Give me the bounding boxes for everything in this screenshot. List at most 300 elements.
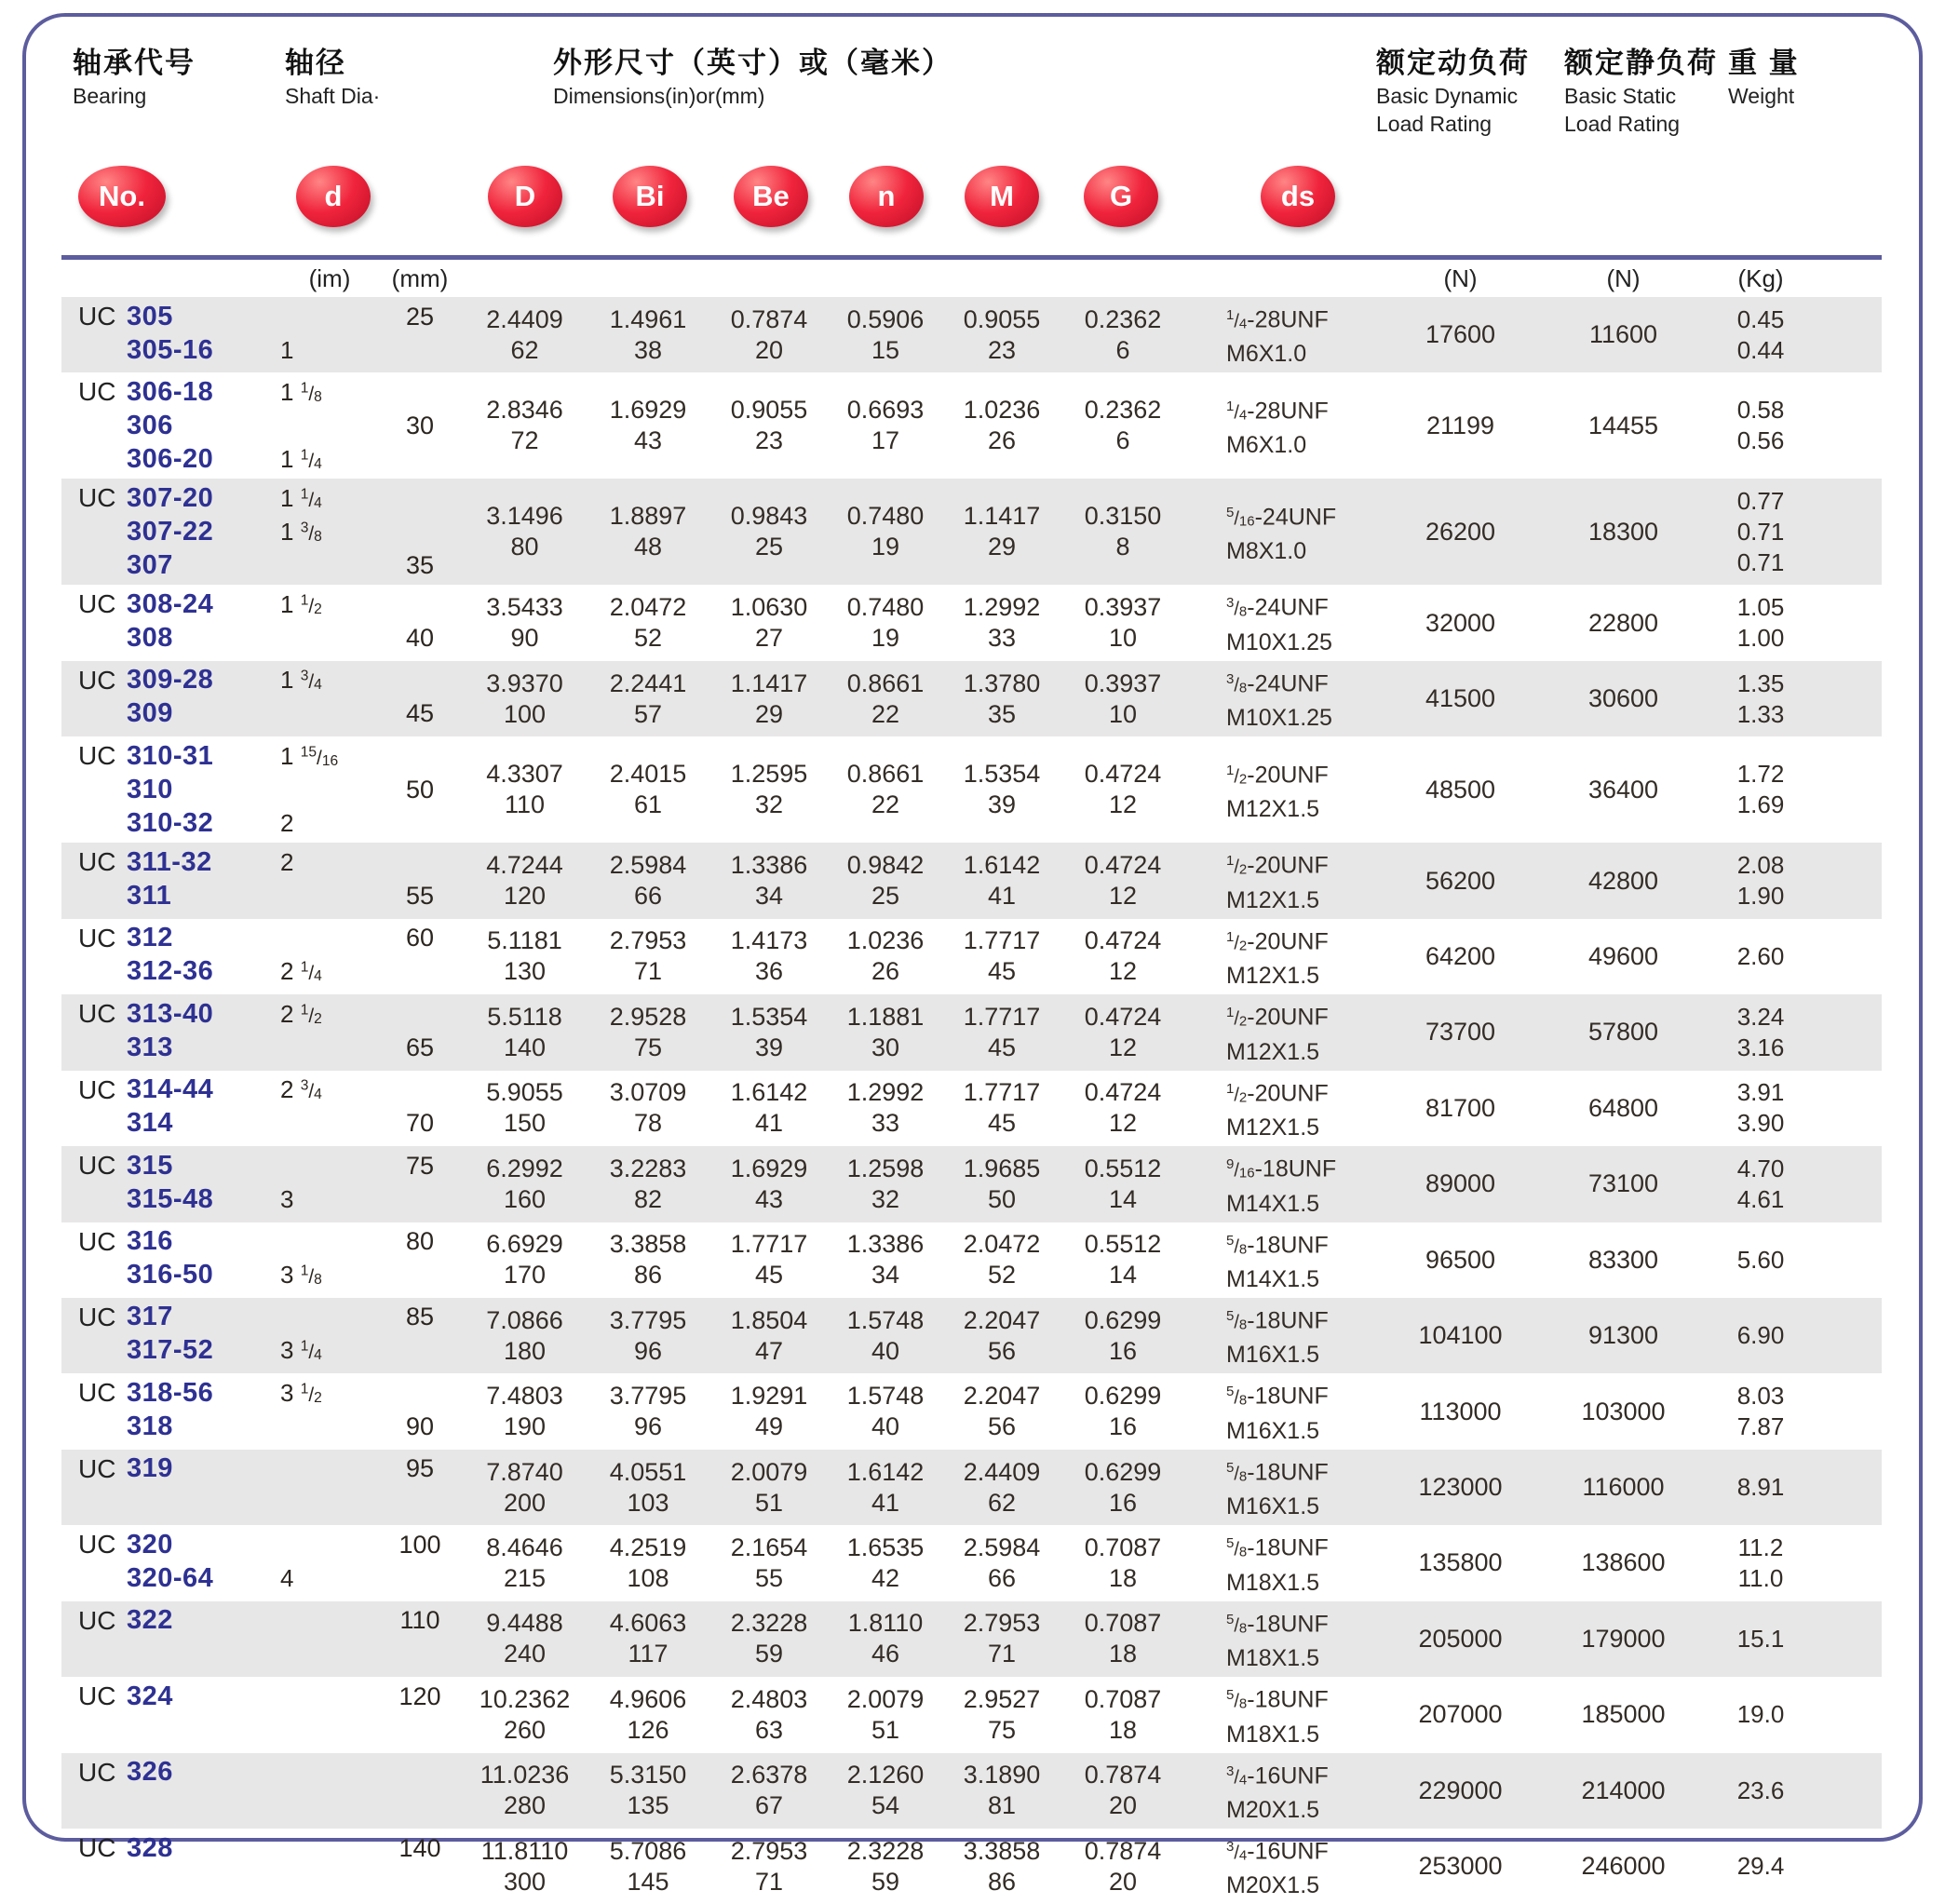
bearing-code: 318 bbox=[127, 1411, 173, 1441]
dim-M-mm: 23 bbox=[987, 335, 1017, 364]
dim-n-mm: 54 bbox=[871, 1791, 900, 1820]
weight-values bbox=[1705, 1154, 1817, 1215]
dim-n-inch: 1.0236 bbox=[846, 926, 925, 955]
dim-Bi-mm: 117 bbox=[628, 1640, 669, 1668]
thread-unf: $^3/_4-16UNF$ bbox=[1226, 1762, 1329, 1789]
dim-G bbox=[1062, 1229, 1183, 1290]
dim-Be-inch: 2.1654 bbox=[730, 1533, 808, 1561]
dim-G-inch: 0.6299 bbox=[1084, 1457, 1162, 1486]
dim-Bi-mm: 48 bbox=[633, 533, 663, 561]
dim-D bbox=[462, 592, 588, 654]
dim-D bbox=[462, 1229, 588, 1290]
bearing-prefix: UC bbox=[78, 847, 116, 877]
unit-dynamic-newton: (N) bbox=[1443, 264, 1478, 292]
dim-Bi-mm: 96 bbox=[633, 1412, 663, 1441]
header-dimensions bbox=[553, 45, 952, 110]
bearing-prefix: UC bbox=[78, 1757, 116, 1787]
set-screw-thread bbox=[1221, 997, 1379, 1067]
weight-value: 3.91 bbox=[1736, 1078, 1785, 1107]
shaft-dia-inch: 1 $^{15}/_{16}$ bbox=[280, 741, 339, 770]
dim-D-mm: 80 bbox=[510, 533, 539, 561]
weight-value: 8.91 bbox=[1736, 1473, 1785, 1502]
dim-G bbox=[1062, 1836, 1183, 1897]
bearing-id-block bbox=[61, 1680, 462, 1713]
bearing-code: 306-18 bbox=[127, 376, 214, 407]
dim-Be-mm: 39 bbox=[754, 1033, 784, 1061]
dim-D-inch: 5.9055 bbox=[486, 1078, 563, 1107]
header-bearing bbox=[73, 45, 196, 110]
dim-D-inch: 11.0236 bbox=[479, 1761, 570, 1789]
weight-value: 6.90 bbox=[1736, 1321, 1785, 1350]
dim-Be-mm: 29 bbox=[754, 699, 784, 728]
dim-M bbox=[941, 850, 1062, 911]
dim-G-mm: 20 bbox=[1108, 1867, 1138, 1896]
dim-Bi-inch: 2.7953 bbox=[609, 926, 687, 955]
badge-Bi-icon: Bi bbox=[613, 166, 687, 227]
dim-Be bbox=[709, 668, 830, 730]
bearing-prefix: UC bbox=[78, 589, 116, 619]
dynamic-load-rating: 73700 bbox=[1425, 1018, 1496, 1047]
dim-Be-mm: 67 bbox=[754, 1791, 784, 1820]
thread-unf: $^5/_8-18UNF$ bbox=[1226, 1534, 1329, 1561]
dim-D-inch: 5.1181 bbox=[487, 926, 562, 955]
dim-D-mm: 120 bbox=[503, 882, 547, 911]
bearing-code: 320-64 bbox=[127, 1562, 214, 1593]
dim-n-mm: 17 bbox=[871, 426, 900, 455]
dim-M-inch: 1.7717 bbox=[963, 926, 1041, 955]
dim-Bi-mm: 61 bbox=[633, 790, 663, 819]
dynamic-load-rating: 48500 bbox=[1425, 775, 1496, 803]
static-load-rating: 91300 bbox=[1587, 1321, 1659, 1350]
dim-n bbox=[830, 1002, 941, 1063]
dim-n bbox=[830, 1684, 941, 1746]
dim-Be bbox=[709, 1608, 830, 1669]
dim-M-mm: 56 bbox=[987, 1412, 1017, 1441]
dim-D bbox=[462, 668, 588, 730]
dim-M bbox=[941, 395, 1062, 456]
bearing-code-line bbox=[61, 879, 462, 912]
dim-M-inch: 1.2992 bbox=[963, 593, 1041, 622]
dim-Bi bbox=[588, 395, 709, 456]
weight-value: 4.70 bbox=[1736, 1154, 1785, 1182]
dim-Bi-inch: 2.0472 bbox=[609, 593, 687, 622]
dim-n-inch: 0.7480 bbox=[846, 593, 925, 622]
dim-Be bbox=[709, 1533, 830, 1594]
set-screw-thread bbox=[1221, 845, 1379, 915]
bearing-code: 307-22 bbox=[127, 516, 214, 547]
bearing-code: 311-32 bbox=[127, 846, 212, 877]
dim-Bi-inch: 4.9606 bbox=[609, 1684, 687, 1713]
thread-metric: M14X1.5 bbox=[1226, 1265, 1320, 1292]
dim-G-mm: 14 bbox=[1108, 1184, 1138, 1213]
weight-values bbox=[1705, 1851, 1817, 1882]
dim-n-inch: 0.9842 bbox=[846, 851, 925, 880]
dim-Bi-mm: 75 bbox=[633, 1033, 663, 1061]
dim-G-mm: 10 bbox=[1108, 624, 1138, 653]
bearing-code-line bbox=[61, 697, 462, 731]
thread-unf: $^1/_2-20UNF$ bbox=[1226, 928, 1329, 954]
dim-n-mm: 40 bbox=[871, 1412, 900, 1441]
dynamic-load-rating: 207000 bbox=[1418, 1700, 1503, 1729]
dim-M bbox=[941, 1684, 1062, 1746]
header-dynamic-load-en1: Basic Dynamic bbox=[1376, 84, 1519, 108]
weight-value: 0.56 bbox=[1736, 426, 1785, 455]
dim-Bi-inch: 1.4961 bbox=[609, 304, 687, 333]
dim-D-inch: 6.6929 bbox=[486, 1230, 563, 1259]
dim-n bbox=[830, 1457, 941, 1519]
dim-M-mm: 50 bbox=[987, 1184, 1017, 1213]
dim-Bi bbox=[588, 759, 709, 820]
bearing-code-line bbox=[61, 1301, 462, 1334]
dim-n bbox=[830, 1760, 941, 1821]
table-row bbox=[61, 736, 1882, 843]
dim-n bbox=[830, 1229, 941, 1290]
badge-d-icon: d bbox=[296, 166, 371, 227]
shaft-dia-inch: 1 $^1/_2$ bbox=[280, 589, 322, 618]
dim-Bi-inch: 2.4015 bbox=[609, 760, 687, 789]
dim-Bi-inch: 1.8897 bbox=[609, 502, 687, 531]
dim-Bi-inch: 3.3858 bbox=[609, 1230, 687, 1259]
thread-unf: $^5/_{16}-24UNF$ bbox=[1226, 503, 1337, 530]
dim-G-inch: 0.4724 bbox=[1084, 760, 1162, 789]
dim-G-inch: 0.4724 bbox=[1084, 926, 1162, 955]
dim-D-mm: 190 bbox=[503, 1412, 547, 1441]
dim-Bi bbox=[588, 501, 709, 562]
static-load-rating: 214000 bbox=[1581, 1776, 1666, 1804]
bearing-code-line bbox=[61, 481, 462, 515]
dim-D-mm: 150 bbox=[503, 1109, 547, 1138]
dim-n-mm: 41 bbox=[871, 1488, 900, 1517]
weight-values bbox=[1705, 395, 1817, 456]
dim-Be bbox=[709, 1002, 830, 1063]
dim-G-mm: 20 bbox=[1108, 1791, 1138, 1820]
dim-Bi bbox=[588, 592, 709, 654]
bearing-code-line bbox=[61, 1528, 462, 1561]
dim-G-mm: 18 bbox=[1108, 1715, 1138, 1744]
dim-Bi-inch: 3.7795 bbox=[609, 1305, 687, 1334]
thread-metric: M12X1.5 bbox=[1226, 1038, 1320, 1065]
dim-G bbox=[1062, 850, 1183, 911]
bearing-code: 316-50 bbox=[127, 1260, 214, 1290]
dim-n-mm: 19 bbox=[871, 624, 900, 653]
dim-Bi bbox=[588, 1229, 709, 1290]
dim-M-inch: 1.0236 bbox=[963, 396, 1041, 425]
shaft-dia-inch: 2 bbox=[280, 847, 294, 876]
dim-G-inch: 0.6299 bbox=[1084, 1305, 1162, 1334]
shaft-dia-mm: 80 bbox=[405, 1227, 435, 1255]
dim-Be bbox=[709, 1457, 830, 1519]
header-dimensions-en: Dimensions(in)or(mm) bbox=[553, 84, 765, 108]
thread-unf: $^1/_2-20UNF$ bbox=[1226, 1004, 1329, 1031]
badge-Be-icon: Be bbox=[734, 166, 808, 227]
dim-D bbox=[462, 1760, 588, 1821]
dim-n-inch: 0.5906 bbox=[846, 304, 925, 333]
dim-Bi bbox=[588, 668, 709, 730]
dim-G-inch: 0.2362 bbox=[1084, 396, 1162, 425]
dim-Bi bbox=[588, 1381, 709, 1442]
thread-metric: M8X1.0 bbox=[1226, 538, 1307, 565]
static-load-rating: 138600 bbox=[1581, 1548, 1666, 1577]
dim-G-mm: 12 bbox=[1108, 957, 1138, 986]
bearing-code: 318-56 bbox=[127, 1377, 214, 1408]
dim-D bbox=[462, 1002, 588, 1063]
dim-Be-inch: 2.7953 bbox=[730, 1836, 808, 1865]
weight-value: 0.71 bbox=[1736, 517, 1785, 546]
dim-M bbox=[941, 1836, 1062, 1897]
shaft-dia-mm: 30 bbox=[405, 411, 435, 439]
dim-Bi bbox=[588, 1760, 709, 1821]
bearing-prefix: UC bbox=[78, 1302, 116, 1331]
weight-values bbox=[1705, 1077, 1817, 1139]
dim-n bbox=[830, 668, 941, 730]
dim-M bbox=[941, 1533, 1062, 1594]
dim-Bi-inch: 4.2519 bbox=[609, 1533, 687, 1561]
dim-Bi-inch: 2.5984 bbox=[609, 851, 687, 880]
dim-G-mm: 16 bbox=[1108, 1412, 1138, 1441]
bearing-id-block bbox=[61, 1831, 462, 1865]
table-row bbox=[61, 1601, 1882, 1677]
bearing-code-line bbox=[61, 922, 462, 955]
dynamic-load-rating: 17600 bbox=[1425, 320, 1496, 349]
thread-metric: M14X1.5 bbox=[1226, 1190, 1320, 1217]
dim-n bbox=[830, 395, 941, 456]
set-screw-thread bbox=[1221, 1756, 1379, 1826]
dim-M-mm: 41 bbox=[987, 882, 1017, 911]
dim-G-inch: 0.7087 bbox=[1084, 1684, 1162, 1713]
bearing-code-line bbox=[61, 1031, 462, 1064]
static-load-rating: 73100 bbox=[1587, 1169, 1659, 1198]
header-weight bbox=[1728, 45, 1800, 110]
weight-value: 2.60 bbox=[1736, 941, 1785, 970]
bearing-code: 314 bbox=[127, 1108, 173, 1139]
bearing-code-line bbox=[61, 333, 462, 367]
weight-value: 29.4 bbox=[1736, 1852, 1785, 1881]
dim-M bbox=[941, 925, 1062, 987]
weight-value: 11.2 bbox=[1737, 1533, 1784, 1561]
bearing-code-line bbox=[61, 997, 462, 1031]
weight-values bbox=[1705, 941, 1817, 972]
table-row bbox=[61, 1298, 1882, 1373]
dim-n-inch: 1.2598 bbox=[846, 1154, 925, 1182]
weight-value: 8.03 bbox=[1736, 1382, 1785, 1411]
weight-value: 0.77 bbox=[1736, 486, 1785, 515]
dim-Be bbox=[709, 395, 830, 456]
dim-Be-inch: 1.5354 bbox=[730, 1002, 808, 1031]
dim-G-mm: 16 bbox=[1108, 1488, 1138, 1517]
weight-value: 1.72 bbox=[1736, 760, 1785, 789]
shaft-dia-mm: 65 bbox=[405, 1033, 435, 1061]
dim-D bbox=[462, 501, 588, 562]
bearing-id-block bbox=[61, 1225, 462, 1292]
bearing-code-line bbox=[61, 621, 462, 655]
shaft-dia-mm: 140 bbox=[398, 1833, 441, 1862]
dim-Bi-mm: 57 bbox=[633, 699, 663, 728]
dim-n-inch: 1.6142 bbox=[846, 1457, 925, 1486]
set-screw-thread bbox=[1221, 1452, 1379, 1522]
shaft-dia-mm: 55 bbox=[405, 881, 435, 910]
header-static-load-en2: Load Rating bbox=[1564, 112, 1681, 136]
dim-M bbox=[941, 1381, 1062, 1442]
dim-D-mm: 240 bbox=[503, 1640, 547, 1668]
dim-D-mm: 72 bbox=[510, 426, 539, 455]
dim-n-mm: 30 bbox=[871, 1033, 900, 1061]
set-screw-thread bbox=[1221, 755, 1379, 825]
weight-value: 1.90 bbox=[1736, 882, 1785, 911]
static-load-rating: 14455 bbox=[1587, 411, 1659, 439]
dim-G-mm: 12 bbox=[1108, 882, 1138, 911]
thread-unf: $^5/_8-18UNF$ bbox=[1226, 1686, 1329, 1713]
table-row bbox=[61, 1071, 1882, 1146]
bearing-code-line bbox=[61, 548, 462, 582]
shaft-dia-inch: 4 bbox=[280, 1563, 294, 1592]
dim-M-mm: 86 bbox=[987, 1867, 1017, 1896]
dim-M bbox=[941, 592, 1062, 654]
dim-Bi-inch: 4.6063 bbox=[609, 1609, 687, 1638]
set-screw-thread bbox=[1221, 1301, 1379, 1371]
bearing-prefix: UC bbox=[78, 1833, 116, 1862]
set-screw-thread bbox=[1221, 1376, 1379, 1446]
dim-Bi-inch: 4.0551 bbox=[609, 1457, 687, 1486]
dynamic-load-rating: 21199 bbox=[1425, 411, 1495, 439]
dim-n bbox=[830, 304, 941, 366]
header-dynamic-load-en2: Load Rating bbox=[1376, 112, 1493, 136]
thread-metric: M6X1.0 bbox=[1226, 432, 1307, 459]
weight-value: 1.69 bbox=[1736, 790, 1785, 819]
bearing-code-line bbox=[61, 1452, 462, 1486]
table-row bbox=[61, 1373, 1882, 1449]
weight-values bbox=[1705, 1624, 1817, 1654]
bearing-prefix: UC bbox=[78, 377, 116, 407]
table-content bbox=[26, 17, 1919, 1904]
dim-Bi-inch: 2.2441 bbox=[609, 668, 687, 697]
bearing-id-block bbox=[61, 587, 462, 655]
bearing-code: 315-48 bbox=[127, 1183, 214, 1214]
dynamic-load-rating: 56200 bbox=[1425, 866, 1496, 895]
set-screw-thread bbox=[1221, 497, 1379, 567]
dim-Be bbox=[709, 1836, 830, 1897]
dim-D-inch: 5.5118 bbox=[487, 1002, 562, 1031]
bearing-code-line bbox=[61, 664, 462, 697]
dim-D-mm: 130 bbox=[503, 957, 547, 986]
dim-M-mm: 66 bbox=[987, 1563, 1017, 1592]
dim-D bbox=[462, 304, 588, 366]
set-screw-thread bbox=[1221, 1831, 1379, 1901]
dim-G-mm: 12 bbox=[1108, 790, 1138, 819]
dim-G bbox=[1062, 925, 1183, 987]
dim-Bi-mm: 108 bbox=[627, 1563, 669, 1592]
dim-M bbox=[941, 759, 1062, 820]
set-screw-thread bbox=[1221, 664, 1379, 734]
dim-n-inch: 2.0079 bbox=[846, 1684, 925, 1713]
shaft-dia-mm: 95 bbox=[405, 1454, 435, 1483]
header-static-load-zh: 额定静负荷 bbox=[1564, 47, 1718, 79]
dim-D-mm: 260 bbox=[503, 1715, 547, 1744]
dim-Be bbox=[709, 1684, 830, 1746]
thread-unf: $^1/_4-28UNF$ bbox=[1226, 306, 1329, 333]
shaft-dia-inch: 1 $^1/_4$ bbox=[280, 483, 322, 512]
dim-M bbox=[941, 1760, 1062, 1821]
dim-D-inch: 2.4409 bbox=[486, 304, 563, 333]
bearing-code-line bbox=[61, 300, 462, 333]
dim-Be-inch: 1.4173 bbox=[730, 926, 808, 955]
weight-value: 23.6 bbox=[1736, 1776, 1785, 1804]
static-load-rating: 103000 bbox=[1581, 1397, 1666, 1425]
dim-Bi-mm: 135 bbox=[627, 1791, 669, 1820]
dim-n-mm: 46 bbox=[871, 1640, 900, 1668]
dim-n-mm: 22 bbox=[871, 790, 900, 819]
dim-G-mm: 6 bbox=[1115, 335, 1130, 364]
dim-Be-mm: 20 bbox=[754, 335, 784, 364]
dim-D-mm: 180 bbox=[503, 1336, 547, 1365]
dim-n bbox=[830, 1154, 941, 1215]
table-row bbox=[61, 1525, 1882, 1600]
bearing-prefix: UC bbox=[78, 1530, 116, 1560]
shaft-dia-mm: 35 bbox=[405, 550, 435, 579]
bearing-code: 316 bbox=[127, 1226, 173, 1256]
bearing-prefix: UC bbox=[78, 302, 116, 331]
dim-D bbox=[462, 395, 588, 456]
dim-M-mm: 52 bbox=[987, 1261, 1017, 1290]
bearing-id-block bbox=[61, 1301, 462, 1368]
dim-D bbox=[462, 1077, 588, 1139]
dim-D-inch: 11.8110 bbox=[480, 1836, 569, 1865]
dim-Bi-mm: 43 bbox=[633, 426, 663, 455]
dim-D-mm: 62 bbox=[510, 335, 539, 364]
dim-M bbox=[941, 1077, 1062, 1139]
shaft-dia-inch: 1 $^3/_4$ bbox=[280, 666, 322, 695]
thread-metric: M10X1.25 bbox=[1226, 628, 1332, 655]
dynamic-load-rating: 41500 bbox=[1425, 684, 1496, 713]
bearing-code-line bbox=[61, 1074, 462, 1107]
dim-Be bbox=[709, 850, 830, 911]
dim-G bbox=[1062, 1684, 1183, 1746]
dim-n bbox=[830, 925, 941, 987]
bearing-code-line bbox=[61, 1680, 462, 1713]
bearing-code-line bbox=[61, 1334, 462, 1368]
dim-M-inch: 0.9055 bbox=[963, 304, 1041, 333]
dim-D-mm: 90 bbox=[510, 624, 539, 653]
dim-M-inch: 1.3780 bbox=[963, 668, 1041, 697]
static-load-rating: 64800 bbox=[1587, 1093, 1659, 1122]
thread-unf: $^3/_4-16UNF$ bbox=[1226, 1838, 1329, 1865]
dim-G bbox=[1062, 395, 1183, 456]
bearing-id-block bbox=[61, 300, 462, 367]
dim-M-inch: 1.7717 bbox=[963, 1002, 1041, 1031]
dim-Bi bbox=[588, 1077, 709, 1139]
static-load-rating: 11600 bbox=[1588, 320, 1658, 349]
dim-M bbox=[941, 1154, 1062, 1215]
dim-n bbox=[830, 1077, 941, 1139]
dim-G-inch: 0.7087 bbox=[1084, 1609, 1162, 1638]
dim-D bbox=[462, 1533, 588, 1594]
bearing-code: 310-32 bbox=[127, 807, 214, 838]
dynamic-load-rating: 113000 bbox=[1419, 1397, 1502, 1425]
dynamic-load-rating: 135800 bbox=[1418, 1548, 1503, 1577]
thread-unf: $^3/_8-24UNF$ bbox=[1226, 670, 1329, 697]
shaft-dia-mm: 75 bbox=[405, 1151, 435, 1180]
dim-Bi-mm: 126 bbox=[627, 1715, 669, 1744]
dim-M-inch: 3.3858 bbox=[963, 1836, 1041, 1865]
dynamic-load-rating: 96500 bbox=[1425, 1245, 1496, 1274]
dim-Bi bbox=[588, 1154, 709, 1215]
static-load-rating: 42800 bbox=[1587, 866, 1659, 895]
dim-M bbox=[941, 1002, 1062, 1063]
table-row bbox=[61, 479, 1882, 585]
bearing-code: 313 bbox=[127, 1032, 173, 1062]
dim-D-inch: 9.4488 bbox=[486, 1609, 563, 1638]
static-load-rating: 246000 bbox=[1581, 1852, 1666, 1881]
dim-M bbox=[941, 304, 1062, 366]
